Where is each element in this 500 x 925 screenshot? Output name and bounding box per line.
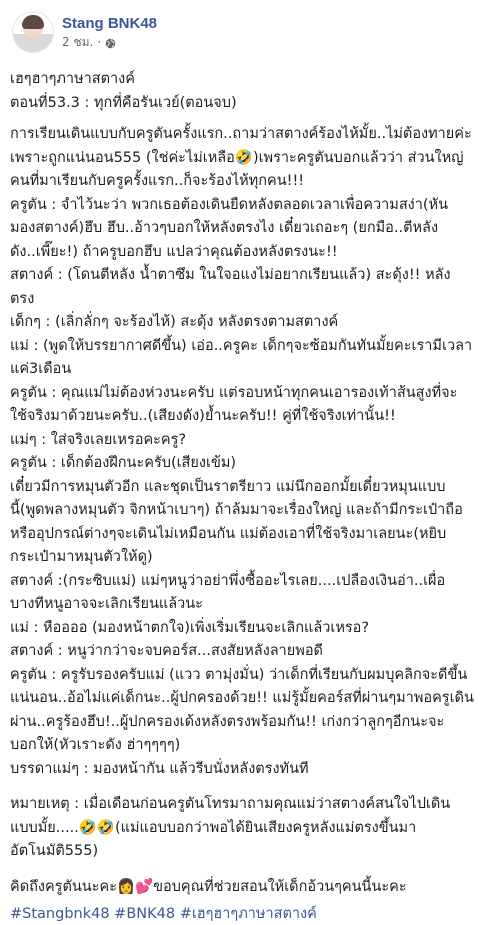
globe-icon[interactable]: [105, 37, 116, 48]
post-text-line: ใช้จริงมาด้วยนะครับ..(เสียงดัง)ย้ำนะครับ!! คู่ที่ใช้จริงเท่านั้น!!: [10, 408, 396, 424]
post-paragraph: [10, 758, 490, 782]
hashtag-link[interactable]: #Stangbnk48: [10, 906, 110, 922]
author-avatar[interactable]: [12, 11, 54, 53]
post-text-line: บางทีหนูอาจจะเลิกเรียนแล้วนะ: [10, 596, 203, 612]
post-text-line: เด็กๆ : (เลิ่กลั่กๆ จะร้องไห้) สะดุ้ง หลังตรงตามสตางค์: [10, 314, 339, 330]
post-text-line: ครูตัน : จำไว้นะว่า พวกเธอต้องเดินยืดหลังตลอดเวลาเพื่อความสง่า(หัน: [10, 196, 449, 213]
post-text-line: ครูตัน : เด็กต้องฝึกนะครับ(เสียงเข้ม): [10, 455, 237, 471]
post-text-line: หรืออุปกรณ์ต่างๆจะเดินไม่เหมือนกัน แม่ต้องเอาที่ใช้จริงมาเลยนะ(หยิบ: [10, 525, 447, 542]
post-paragraph: [10, 617, 490, 641]
hashtag-link[interactable]: #BNK48: [114, 906, 176, 922]
post-text-line: ผ่าน..ครูร้องฮึบ!..ผู้ปกครองเด้งหลังตรงพร้อมกัน!! เก่งกว่าลูกๆอีกนะจะ: [10, 713, 445, 730]
hashtag-row: [10, 903, 490, 925]
post-meta: [62, 34, 157, 50]
post-text-line: หมายเหตุ : เมื่อเดือนก่อนครูตันโทรมาถามคุณแม่ว่าสตางค์สนใจไปเดิน: [10, 796, 451, 812]
paragraph-spacer: [10, 864, 490, 876]
post-text-line: แบบมั้ย.....🤣🤣(แม่แอบบอกว่าพอได้ยินเสียงครูหลังแม่ตรงขึ้นมา: [10, 819, 417, 836]
post-paragraph: [10, 194, 490, 265]
post-timestamp[interactable]: 2 ชม.: [62, 35, 94, 49]
post-text-line: บรรดาแม่ๆ : มองหน้ากัน แล้วรีบนั่งหลังตรงทันที: [10, 760, 309, 777]
post-text-line: สตางค์ : หนูว่ากว่าจะจบคอร์ส...สงสัยหลังลายพอดี: [10, 643, 323, 659]
hashtag-link[interactable]: #เฮๆฮาๆภาษาสตางค์: [179, 906, 317, 922]
post-text-line: อัตโนมัติ555): [10, 843, 99, 859]
post-text-line: ครูตัน : ครูรับรองครับแม่ (แวว ตามุ่งมั่น) ว่าเด็กที่เรียนกับผมบุคลิกจะดีขึ้น: [10, 666, 468, 683]
post-text-line: ตอนที่53.3 : ทุกที่คือรันเวย์(ตอนจบ): [10, 94, 237, 111]
post-text-line: ครูตัน : คุณแม่ไม่ต้องห่วงนะครับ แต่รอบหน้าทุกคนเอารองเท้าส้นสูงที่จะ: [10, 384, 458, 401]
post-paragraph: [10, 664, 490, 758]
post-paragraph: [10, 640, 490, 664]
post-paragraph: [10, 264, 490, 311]
paragraph-spacer: [10, 781, 490, 793]
post-text-line: เฮๆฮาๆภาษาสตางค์: [10, 71, 135, 87]
post-text-line: กระเป๋ามาหมุนตัวให้ดู): [10, 549, 153, 565]
meta-separator: ·: [97, 35, 102, 49]
post-paragraph: [10, 570, 490, 617]
post-paragraph: [10, 68, 490, 115]
author-name[interactable]: Stang BNK48: [62, 15, 158, 32]
post-text-line: แม่ : หืออออ (มองหน้าตกใจ)เพิ่งเริ่มเรียนจะเลิกแล้วเหรอ?: [10, 619, 370, 636]
post-text-line: แน่นอน..อ้อไม่แค่เด็กนะ..ผู้ปกครองด้วย!! แม่รู้มั้ยคอร์สที่ผ่านๆมาพอครูเดิน: [10, 690, 474, 706]
post-text-line: สตางค์ : (โดนตีหลัง น้ำตาซึม ในใจอแงไม่อยากเรียนแล้ว) สะดุ้ง!! หลัง: [10, 267, 451, 283]
post-text-line: แม่ๆ : ใส่จริงเลยเหรอคะครู?: [10, 431, 187, 448]
post-header: [10, 0, 490, 62]
post-paragraph: [10, 452, 490, 476]
post-paragraph: [10, 429, 490, 453]
post-text-line: เดี๋ยวมีการหมุนตัวอีก และชุดเป็นราตรียาว แม่นึกออกมั้ยเดี๋ยวหมุนแบบ: [10, 478, 446, 495]
post-text-line: แม่ : (พูดให้บรรยากาศดีขึ้น) เอ่อ..ครูคะ เด็กๆจะซ้อมกันทันมั้ยคะเรามีเวลา: [10, 337, 473, 354]
post-text-line: การเรียนเดินแบบกับครูตันครั้งแรก..ถามว่าสตางค์ร้องไห้มั้ย..ไม่ต้องทายค่ะ: [10, 126, 472, 142]
post-text-line: บอกให้(หัวเราะดัง ฮ่าๆๆๆๆ): [10, 737, 181, 753]
post-body: [10, 68, 490, 899]
post-paragraph: [10, 311, 490, 335]
author-block: [62, 14, 157, 50]
post-text-line: คนที่มาเรียนกับครูครั้งแรก..ก็จะร้องไห้ทุกคน!!!: [10, 173, 305, 189]
post-paragraph: [10, 382, 490, 429]
paragraph-spacer: [10, 115, 490, 123]
post-paragraph: [10, 335, 490, 382]
post-text-line: ดัง..เพี๊ยะ!) ถ้าครูบอกฮึบ แปลว่าคุณต้องหลังตรงนะ!!: [10, 243, 338, 260]
post-text-line: เพราะถูกแน่นอน555 (ใช่ค่ะไม่เหลือ🤣)เพราะครูตันบอกแล้วว่า ส่วนใหญ่: [10, 149, 464, 166]
post-paragraph: [10, 476, 490, 570]
post-text-line: คิดถึงครูตันนะคะ👩💕ขอบคุณที่ช่วยสอนให้เด็กอ้วนๆคนนี้นะคะ: [10, 878, 407, 895]
post-text-line: ตรง: [10, 290, 35, 307]
post-paragraph: [10, 876, 490, 900]
post-text-line: มองสตางค์)ฮึบ ฮึบ..อ้าวๆบอกให้หลังตรงไง เดี๋ยวเถอะๆ (ยกมือ..ตีหลัง: [10, 220, 439, 236]
post-text-line: แค่3เดือน: [10, 361, 72, 377]
post-text-line: นี้(พูดพลางหมุนตัว จิกหน้าเบาๆ) ถ้าล้มมาจะเรื่องใหญ่ และถ้ามีกระเป๋าถือ: [10, 502, 463, 518]
post-text-line: สตางค์ :(กระซิบแม่) แม่ๆหนูว่าอย่าพึ่งซื้ออะไรเลย....เปลืองเงินอ่า..เผื่อ: [10, 572, 446, 589]
post-paragraph: [10, 123, 490, 194]
